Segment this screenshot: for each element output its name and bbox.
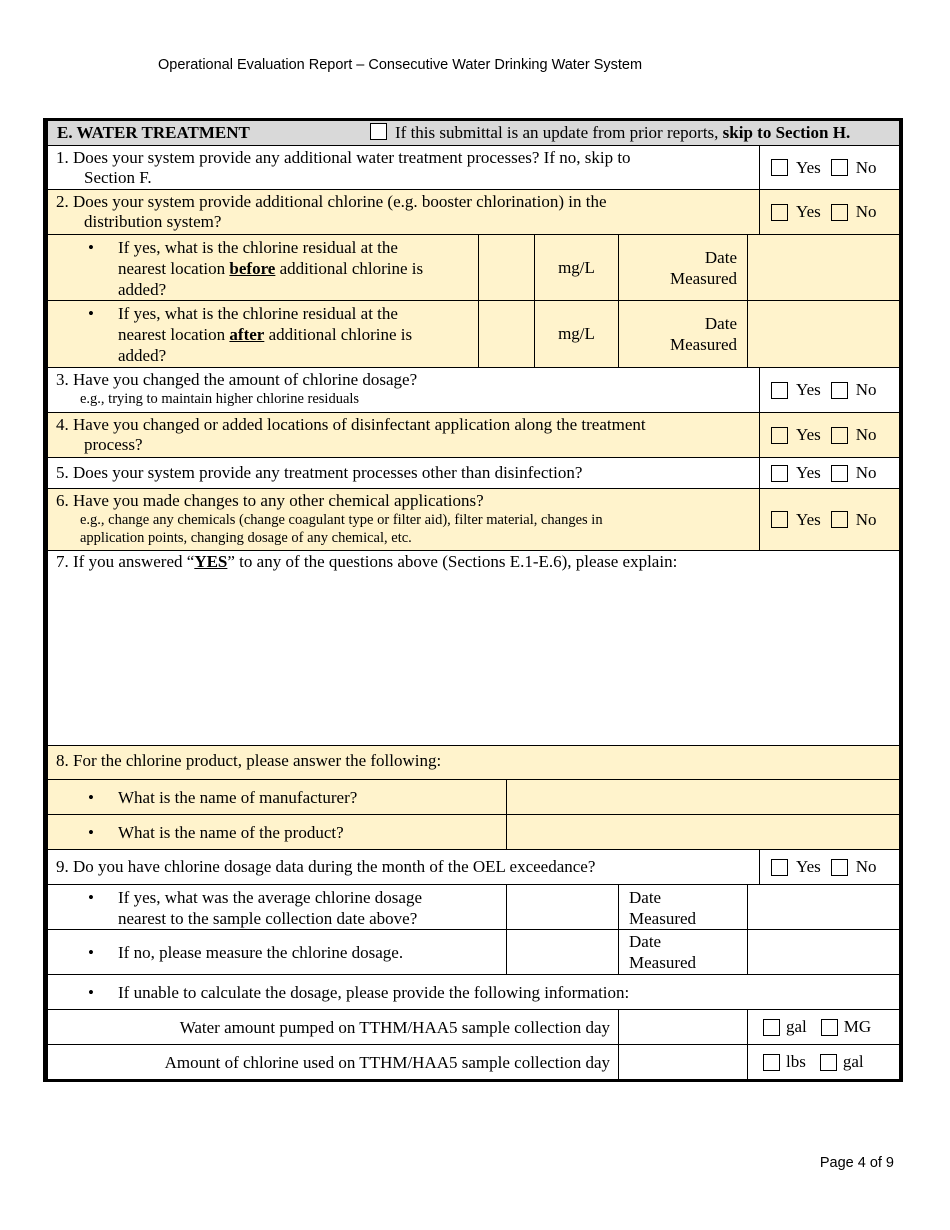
q3-yes-checkbox[interactable]	[771, 382, 788, 399]
q9a-line1: If yes, what was the average chlorine dosage	[118, 888, 422, 907]
q2a-date-input[interactable]	[747, 235, 899, 300]
q6-no-checkbox[interactable]	[831, 511, 848, 528]
q9a-date-label	[618, 885, 747, 929]
q2b-date-label	[618, 301, 747, 367]
q3-example: e.g., trying to maintain higher chlorine residuals	[80, 391, 360, 407]
gal-label-2: gal	[842, 1052, 864, 1071]
water-unit-options	[747, 1010, 899, 1044]
q1-yes-checkbox[interactable]	[771, 159, 788, 176]
section-title: E. WATER TREATMENT	[57, 123, 250, 142]
question-8b	[48, 815, 899, 850]
q2a-before: before	[229, 259, 276, 278]
q6-yes-checkbox[interactable]	[771, 511, 788, 528]
q2a-line2-post: additional chlorine is	[275, 259, 424, 278]
q1-text: 1. Does your system provide any additional water treatment processes? If no, skip to	[56, 148, 631, 167]
q9b-text: If no, please measure the chlorine dosage.	[118, 943, 404, 962]
gal-label: gal	[786, 1017, 807, 1036]
q2b-line2-pre: nearest location	[118, 325, 230, 344]
q9-yes-no	[759, 850, 899, 884]
q2a-line2-pre: nearest location	[118, 259, 230, 278]
q6-example: e.g., change any chemicals (change coagulant type or filter aid), filter material, changes in	[80, 512, 603, 528]
q9a-dosage-input[interactable]	[506, 885, 618, 929]
no-label: No	[855, 425, 877, 444]
q3-no-checkbox[interactable]	[831, 382, 848, 399]
q2a-date-label	[618, 235, 747, 300]
q9-no-checkbox[interactable]	[831, 859, 848, 876]
q7-post: ” to any of the questions above (Sections E.1-E.6), please explain:	[227, 552, 678, 571]
date-label: Date	[629, 888, 662, 907]
q6-text: 6. Have you made changes to any other chemical applications?	[56, 491, 484, 510]
q2a-line3: added?	[118, 280, 167, 299]
question-1	[48, 146, 899, 190]
manufacturer-input[interactable]	[506, 780, 899, 814]
no-label: No	[855, 857, 877, 876]
q2-text: 2. Does your system provide additional chlorine (e.g. booster chlorination) in the	[56, 192, 607, 211]
no-label: No	[855, 380, 877, 399]
date-label: Date	[704, 247, 737, 267]
q2-yes-checkbox[interactable]	[771, 204, 788, 221]
q4-text: 4. Have you changed or added locations of disinfectant application along the treatment	[56, 415, 646, 434]
measured-label: Measured	[669, 335, 737, 354]
measured-label: Measured	[629, 953, 697, 972]
q4-no-checkbox[interactable]	[831, 427, 848, 444]
no-label: No	[855, 509, 877, 529]
q4-text-2: process?	[84, 435, 143, 454]
q5-no-checkbox[interactable]	[831, 465, 848, 482]
q2a-value-input[interactable]	[478, 235, 534, 300]
q2b-date-input[interactable]	[747, 301, 899, 367]
q2-text-2: distribution system?	[84, 212, 222, 231]
q4-yes-no	[759, 413, 899, 457]
q2b-value-input[interactable]	[478, 301, 534, 367]
q8-text: 8. For the chlorine product, please answer the following:	[56, 751, 442, 770]
update-checkbox[interactable]	[370, 123, 387, 140]
q4-yes-checkbox[interactable]	[771, 427, 788, 444]
page-header: Operational Evaluation Report – Consecutive Water Drinking Water System	[158, 57, 643, 73]
q5-text: 5. Does your system provide any treatment processes other than disinfection?	[56, 463, 583, 482]
q8b-text: What is the name of the product?	[118, 823, 344, 842]
measured-label: Measured	[669, 268, 737, 288]
q1-text-2: Section F.	[84, 168, 152, 187]
q6-yes-no	[759, 489, 899, 550]
q3-yes-no	[759, 368, 899, 412]
chlorine-amount-input[interactable]	[618, 1045, 747, 1079]
yes-label: Yes	[796, 380, 821, 399]
water-amount-input[interactable]	[618, 1010, 747, 1044]
q2b-line1: If yes, what is the chlorine residual at the	[118, 304, 398, 323]
chlorine-amount-label: Amount of chlorine used on TTHM/HAA5 sample collection day	[164, 1052, 610, 1072]
q2a-line1: If yes, what is the chlorine residual at the	[118, 238, 398, 257]
question-6	[48, 489, 899, 551]
water-treatment-form	[43, 118, 903, 1082]
question-9b	[48, 930, 899, 975]
lbs-label: lbs	[786, 1052, 806, 1071]
yes-label: Yes	[796, 509, 821, 529]
q2b-text	[118, 303, 412, 366]
lbs-checkbox[interactable]	[763, 1054, 780, 1071]
q5-yes-checkbox[interactable]	[771, 465, 788, 482]
q2-no-checkbox[interactable]	[831, 204, 848, 221]
mg-checkbox[interactable]	[821, 1019, 838, 1036]
q9a-date-input[interactable]	[747, 885, 899, 929]
q1-yes-no	[759, 146, 899, 189]
q7-pre: 7. If you answered “	[56, 552, 195, 571]
question-9a	[48, 885, 899, 930]
update-skip: skip to Section H.	[722, 123, 851, 142]
question-8	[48, 746, 899, 780]
q9-yes-checkbox[interactable]	[771, 859, 788, 876]
q9a-text	[118, 887, 422, 929]
q9b-date-label	[618, 930, 747, 974]
q2a-unit: mg/L	[534, 235, 618, 300]
q5-yes-no	[759, 458, 899, 488]
question-7	[48, 551, 899, 746]
q9b-dosage-input[interactable]	[506, 930, 618, 974]
date-label: Date	[704, 314, 737, 333]
measured-label: Measured	[629, 909, 697, 928]
section-header	[48, 121, 899, 146]
yes-label: Yes	[796, 857, 821, 876]
q2b-line3: added?	[118, 346, 167, 365]
q2a-text	[118, 237, 423, 300]
yes-label: Yes	[796, 202, 821, 221]
water-amount-row	[48, 1010, 899, 1045]
water-amount-label: Water amount pumped on TTHM/HAA5 sample collection day	[179, 1017, 610, 1037]
mg-label: MG	[843, 1017, 872, 1036]
product-input[interactable]	[506, 815, 899, 849]
chlorine-amount-row	[48, 1045, 899, 1079]
question-9c	[48, 975, 899, 1010]
q9b-date-input[interactable]	[747, 930, 899, 974]
q9a-line2: nearest to the sample collection date above?	[118, 909, 418, 928]
q8a-text: What is the name of manufacturer?	[118, 788, 358, 807]
question-5	[48, 458, 899, 489]
q7-yes: YES	[194, 552, 228, 571]
q3-text: 3. Have you changed the amount of chlorine dosage?	[56, 370, 418, 389]
question-8a	[48, 780, 899, 815]
q2b-unit: mg/L	[534, 301, 618, 367]
q2b-after: after	[229, 325, 265, 344]
q9c-text: If unable to calculate the dosage, please provide the following information:	[118, 983, 630, 1002]
question-2	[48, 190, 899, 235]
no-label: No	[855, 157, 877, 177]
q7-explain-textarea[interactable]	[48, 575, 899, 745]
gal-checkbox-2[interactable]	[820, 1054, 837, 1071]
gal-checkbox[interactable]	[763, 1019, 780, 1036]
date-label: Date	[629, 932, 662, 951]
q6-example-2: application points, changing dosage of any chemical, etc.	[80, 530, 412, 546]
chlorine-unit-options	[747, 1045, 899, 1079]
q2-yes-no	[759, 190, 899, 234]
yes-label: Yes	[796, 463, 821, 482]
question-3	[48, 368, 899, 413]
yes-label: Yes	[796, 425, 821, 444]
question-9	[48, 850, 899, 885]
question-2b	[48, 301, 899, 368]
q2b-line2-post: additional chlorine is	[264, 325, 413, 344]
question-4	[48, 413, 899, 458]
yes-label: Yes	[796, 157, 821, 177]
question-2a	[48, 235, 899, 301]
no-label: No	[855, 463, 877, 482]
no-label: No	[855, 202, 877, 221]
page-number: Page 4 of 9	[819, 1155, 894, 1171]
q1-no-checkbox[interactable]	[831, 159, 848, 176]
update-note: If this submittal is an update from prior reports,	[395, 123, 719, 142]
q9-text: 9. Do you have chlorine dosage data during the month of the OEL exceedance?	[56, 857, 596, 876]
